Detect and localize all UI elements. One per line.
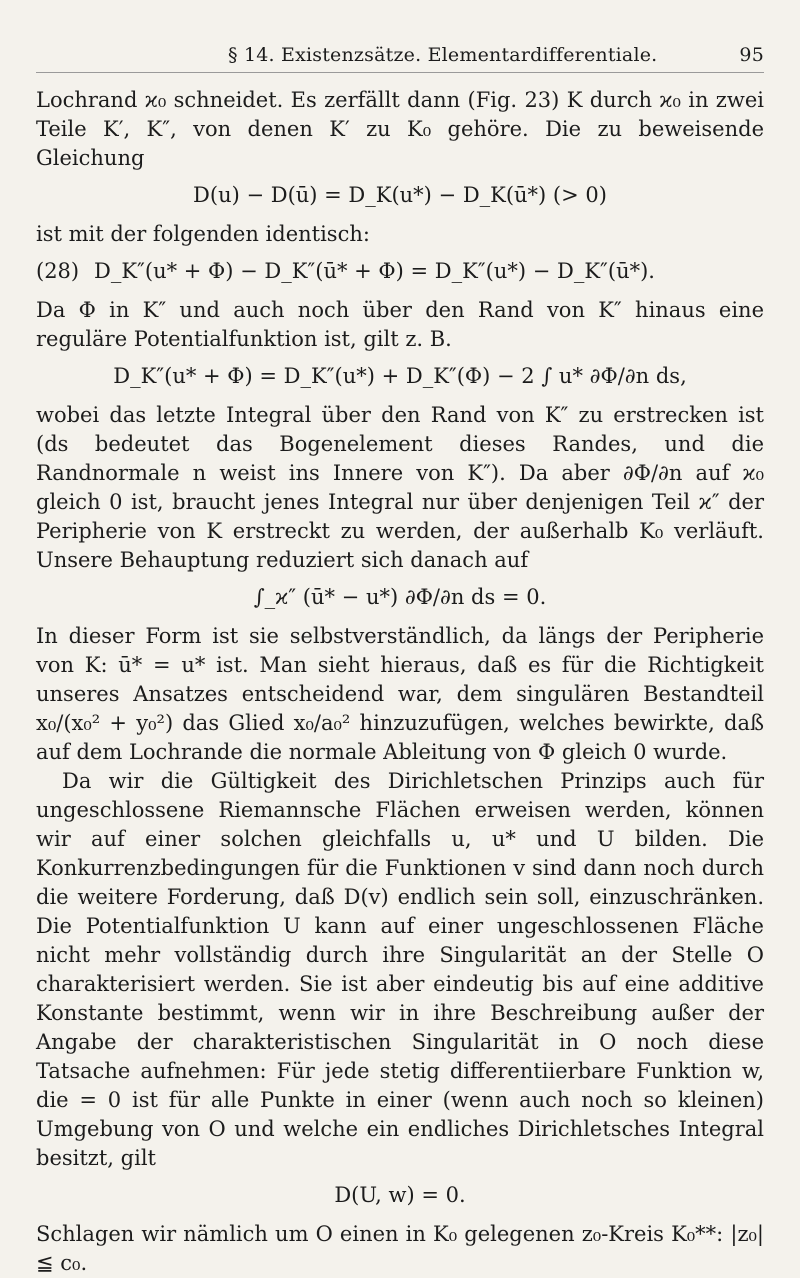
paragraph-3: Da Φ in K″ und auch noch über den Rand von K″ hinaus eine reguläre Potentialfunktion ist, gilt z. B. <box>36 298 764 351</box>
formula-5: D(U, w) = 0. <box>334 1183 466 1207</box>
section-title: § 14. Existenzsätze. Elementardifferentiale. <box>228 44 658 66</box>
formula-4: ∫_ϰ″ (ū* − u*) ∂Φ/∂n ds = 0. <box>253 585 547 609</box>
formula-1: D(u) − D(ū) = D_K(u*) − D_K(ū*) (> 0) <box>193 183 607 207</box>
equation-number: (28) <box>36 259 80 283</box>
formula-28 <box>36 257 764 286</box>
formula-28-body: D_K″(u* + Φ) − D_K″(ū* + Φ) = D_K″(u*) − D_K″(ū*). <box>94 259 655 283</box>
paragraph-4: wobei das letzte Integral über den Rand von K″ zu erstrecken ist (ds bedeutet das Bogenelement dieses Randes, und die Randnormale n weist ins Innere von K″). Da aber ∂Φ/∂n auf ϰ₀ gleich 0 ist, braucht jenes Integral nur über denjenigen Teil ϰ″ der Peripherie von K erstreckt zu werden, der außerhalb K₀ verläuft. Unsere Behauptung reduziert sich danach auf <box>36 403 764 572</box>
paragraph-7: Schlagen wir nämlich um O einen in K₀ gelegenen z₀-Kreis K₀**: |z₀| ≦ c₀. <box>36 1222 764 1275</box>
header-rule <box>36 72 764 73</box>
page-number: 95 <box>739 44 764 66</box>
paragraph-6: Da wir die Gültigkeit des Dirichletschen Prinzips auch für ungeschlossene Riemannsche Flächen erweisen werden, können wir auf einer solchen gleichfalls u, u* und U bilden. Die Konkurrenzbedingungen für die Funktionen v sind dann noch durch die weitere Forderung, daß D(v) endlich sein soll, einzuschränken. Die Potentialfunktion U kann auf einer ungeschlossenen Fläche nicht mehr vollständig durch ihre Singularität an der Stelle O charakterisiert werden. Sie ist aber eindeutig bis auf eine additive Konstante bestimmt, wenn wir in ihre Beschreibung außer der Angabe der charakteristischen Singularität in O noch diese Tatsache aufnehmen: Für jede stetig differentiierbare Funktion w, die = 0 ist für alle Punkte in einer (wenn auch noch so kleinen) Umgebung von O und welche ein endliches Dirichletsches Integral besitzt, gilt <box>36 769 764 1170</box>
running-header <box>36 44 764 70</box>
page-body <box>36 86 764 1278</box>
paragraph-1: Lochrand ϰ₀ schneidet. Es zerfällt dann (Fig. 23) K durch ϰ₀ in zwei Teile K′, K″, von denen K′ zu K₀ gehöre. Die zu beweisende Gleichung <box>36 88 764 170</box>
formula-3: D_K″(u* + Φ) = D_K″(u*) + D_K″(Φ) − 2 ∫ u* ∂Φ/∂n ds, <box>113 364 687 388</box>
paragraph-5: In dieser Form ist sie selbstverständlich, da längs der Peripherie von K: ū* = u* ist. Man sieht hieraus, daß es für die Richtigkeit unseres Ansatzes entscheidend war, dem singulären Bestandteil x₀/(x₀² + y₀²) das Glied x₀/a₀² hinzuzufügen, welches bewirkte, daß auf dem Lochrande die normale Ableitung von Φ gleich 0 wurde. <box>36 624 764 764</box>
paragraph-2: ist mit der folgenden identisch: <box>36 222 370 246</box>
